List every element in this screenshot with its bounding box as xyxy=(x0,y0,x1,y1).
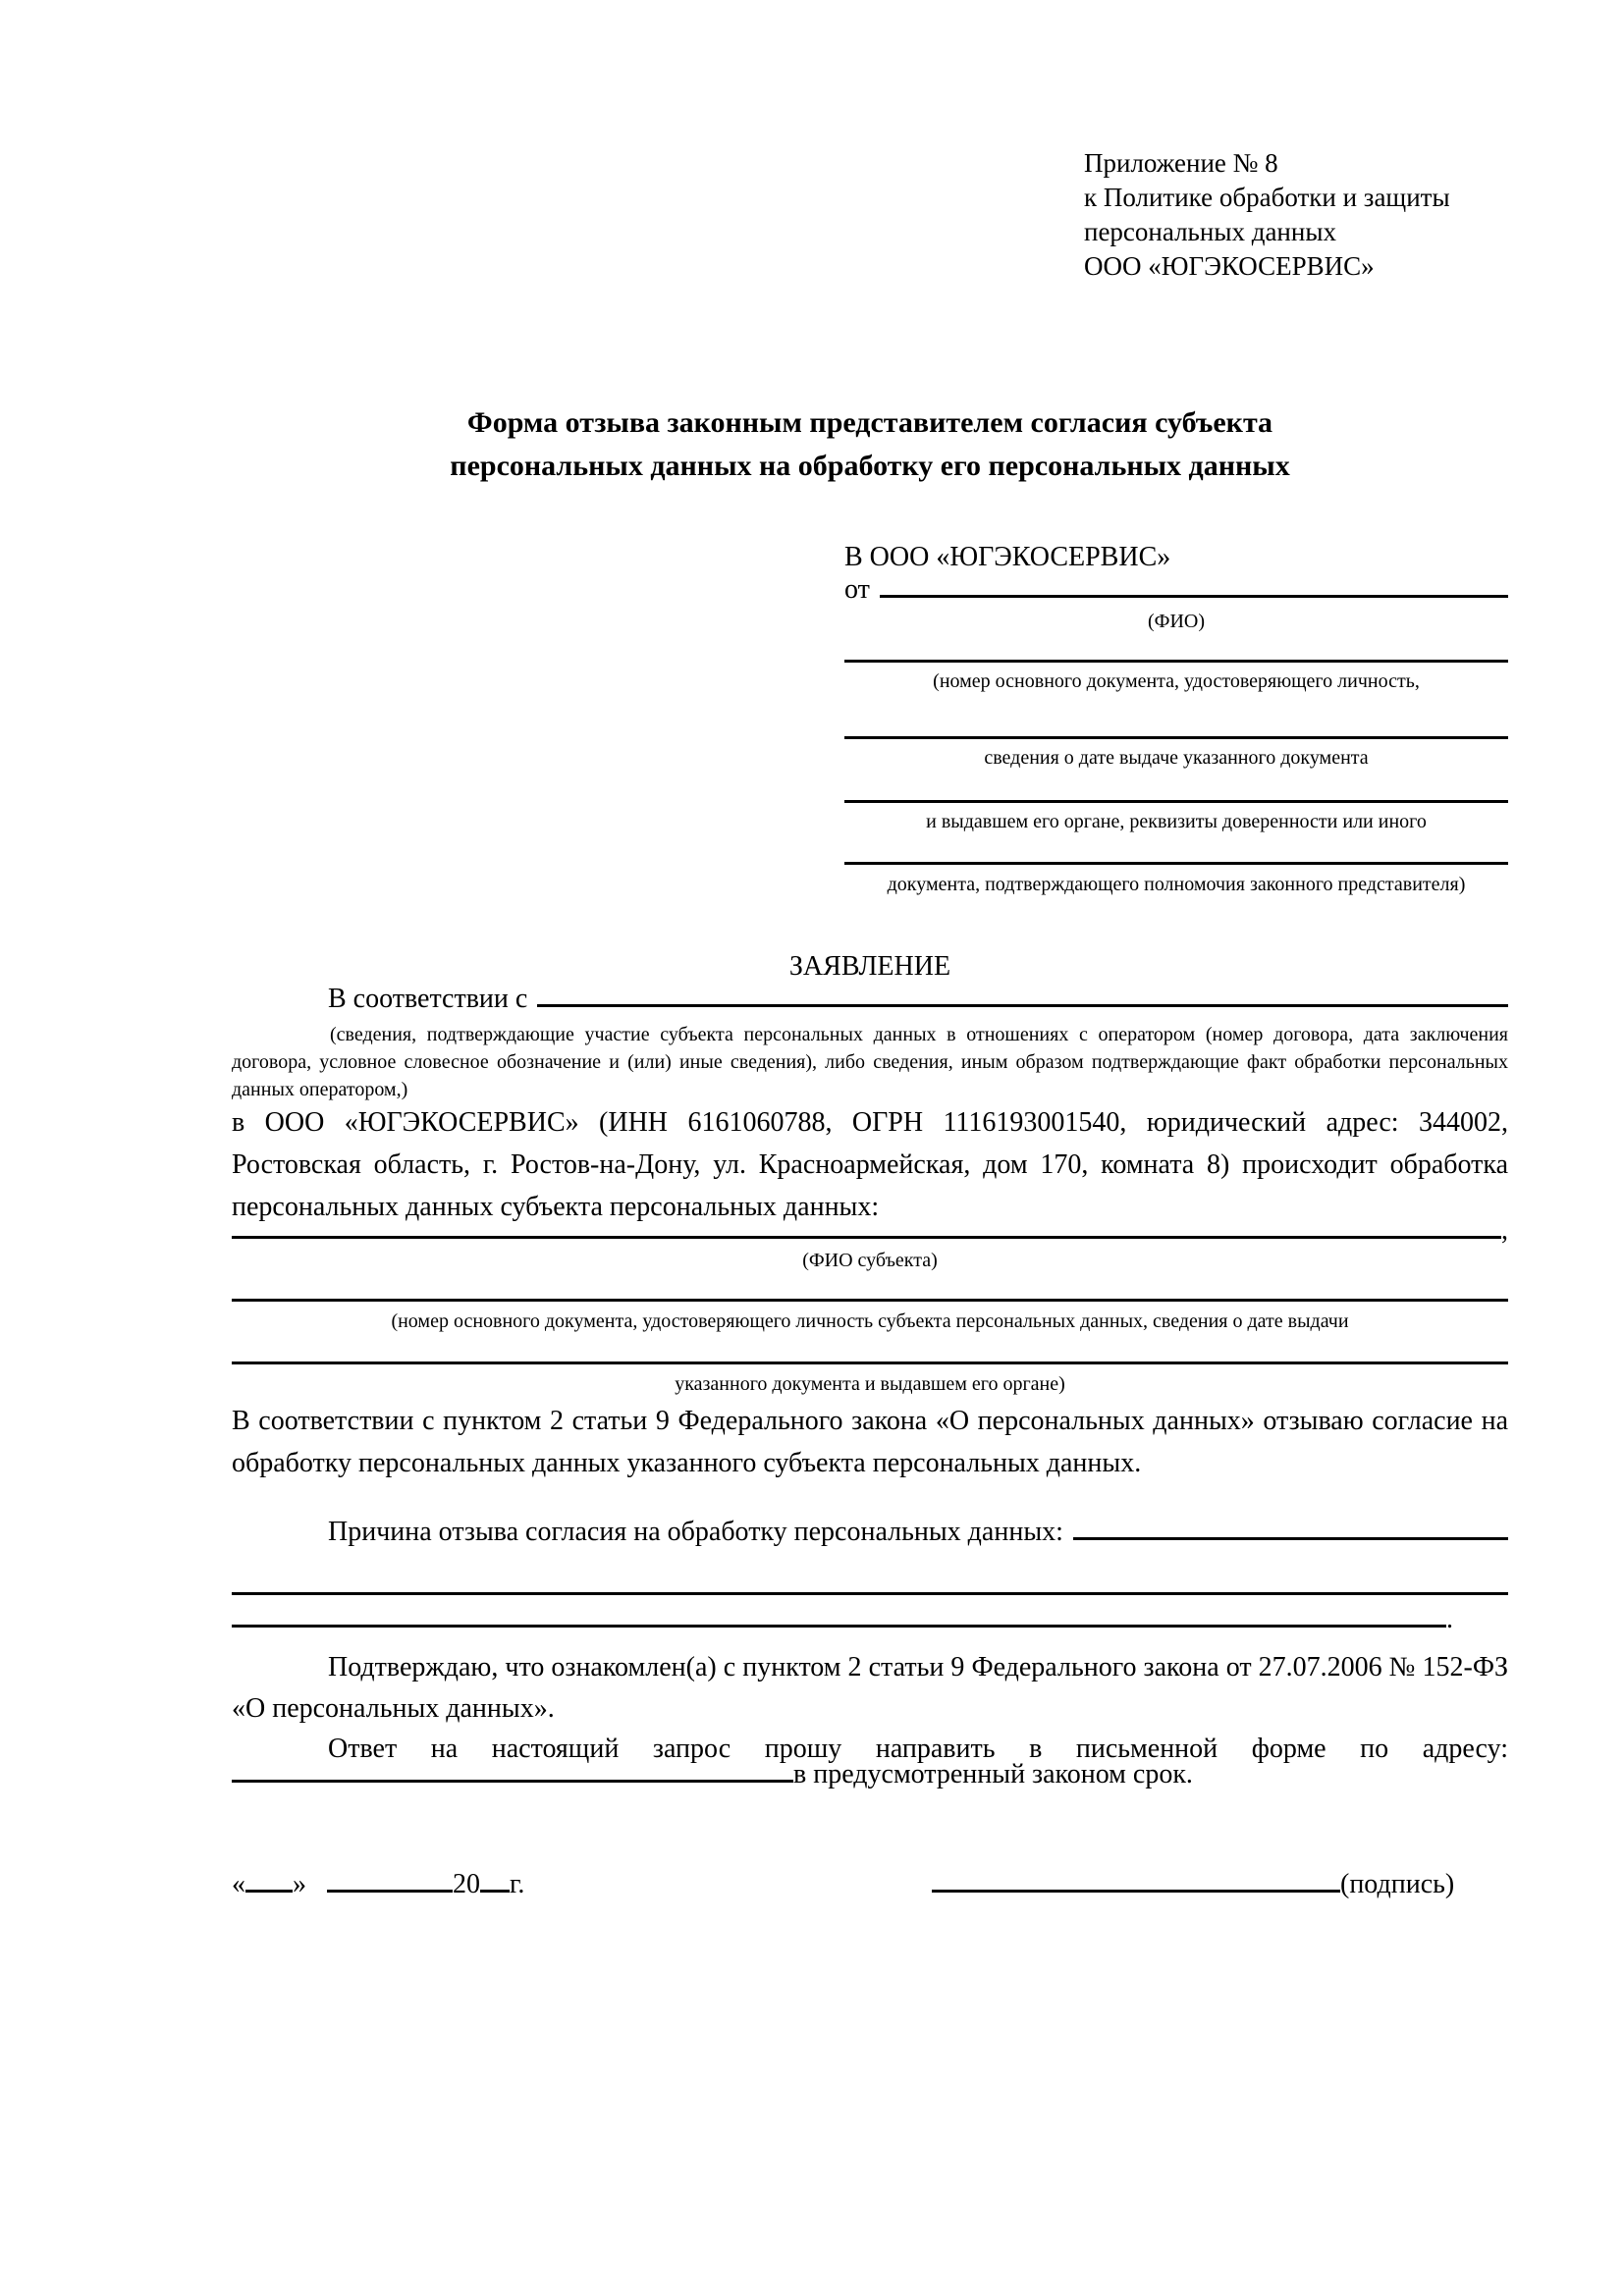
representative-doc-blank-4 xyxy=(844,840,1508,865)
reason-blank xyxy=(1073,1537,1508,1540)
appendix-header xyxy=(1084,146,1450,284)
caption-representative-doc-2: сведения о дате выдаче указанного документа xyxy=(984,747,1369,769)
reason-continuation-blank-2-line xyxy=(232,1625,1446,1628)
signature-blank xyxy=(932,1890,1340,1893)
date-year-suffix: г. xyxy=(510,1869,525,1899)
appendix-header-line-4: ООО «ЮГЭКОСЕРВИС» xyxy=(1084,251,1375,281)
document-title-line-2: персональных данных на обработку его персональных данных xyxy=(450,450,1290,482)
reason-line xyxy=(232,1517,1508,1547)
reason-continuation-blank-2 xyxy=(232,1604,1508,1634)
confirmation-paragraph: Подтверждаю, что ознакомлен(а) с пунктом 2 статьи 9 Федерального закона от 27.07.2006 № 152-ФЗ «О персональных данных». xyxy=(232,1652,1508,1724)
subject-name-comma: , xyxy=(1501,1215,1508,1246)
caption-representative-doc-1: (номер основного документа, удостоверяющего личность, xyxy=(933,670,1420,692)
reason-continuation-blank-1 xyxy=(232,1571,1508,1595)
from-label: от xyxy=(844,574,870,605)
caption-representative-doc-4: документа, подтверждающего полномочия законного представителя) xyxy=(887,874,1466,895)
intro-blank xyxy=(537,1004,1508,1007)
statement-heading: ЗАЯВЛЕНИЕ xyxy=(788,951,951,982)
reply-address-line: Ответ на настоящий запрос прошу направить в письменной форме по адресу: xyxy=(328,1734,1508,1764)
appendix-header-line-3: персональных данных xyxy=(1084,217,1336,246)
representative-doc-blank-1 xyxy=(844,638,1508,663)
reason-continuation-period: . xyxy=(1446,1604,1453,1634)
intro-caption: (сведения, подтверждающие участие субъекта персональных данных в отношениях с оператором (номер договора, дата заключения договора, условное словесное обозначение и (или) иные сведения), либо сведения, иным образом подтверждающие факт обработки персональных данных оператором,) xyxy=(232,1024,1508,1100)
document-title xyxy=(232,401,1508,488)
reason-label: Причина отзыва согласия на обработку персональных данных: xyxy=(328,1517,1063,1547)
caption-subject-fio: (ФИО субъекта) xyxy=(802,1250,938,1271)
intro-line xyxy=(232,984,1508,1013)
appendix-header-line-1: Приложение № 8 xyxy=(1084,148,1278,178)
caption-subject-doc-1: (номер основного документа, удостоверяющего личность субъекта персональных данных, сведения о дате выдачи xyxy=(391,1310,1349,1332)
date-year-prefix: 20 xyxy=(453,1869,480,1899)
date-quote-open: « xyxy=(232,1869,245,1899)
date-line xyxy=(232,1863,524,1905)
signature-caption: (подпись) xyxy=(1340,1869,1455,1899)
date-month-blank xyxy=(327,1890,453,1893)
reply-term-line xyxy=(232,1759,1508,1789)
reply-address-blank xyxy=(232,1780,793,1783)
subject-doc-blank-2 xyxy=(232,1340,1508,1364)
signature-line xyxy=(932,1863,1454,1905)
date-quote-close: » xyxy=(293,1869,306,1899)
from-line xyxy=(844,574,1508,603)
date-day-blank xyxy=(245,1890,293,1893)
subject-doc-blank-1 xyxy=(232,1277,1508,1302)
subject-name-blank xyxy=(232,1236,1501,1239)
withdrawal-paragraph: В соответствии с пунктом 2 статьи 9 Федерального закона «О персональных данных» отзываю согласие на обработку персональных данных указанного субъекта персональных данных. xyxy=(232,1406,1508,1478)
date-year-blank xyxy=(480,1890,510,1893)
caption-subject-doc-2: указанного документа и выдавшем его органе) xyxy=(675,1373,1065,1395)
reply-term-text: в предусмотренный законом срок. xyxy=(793,1759,1193,1789)
appendix-header-line-2: к Политике обработки и защиты xyxy=(1084,183,1450,212)
intro-label: В соответствии с xyxy=(328,984,528,1014)
addressee-org: В ООО «ЮГЭКОСЕРВИС» xyxy=(844,542,1171,572)
from-name-blank xyxy=(880,595,1508,598)
caption-representative-doc-3: и выдавшем его органе, реквизиты доверенности или иного xyxy=(926,811,1427,832)
representative-doc-blank-2 xyxy=(844,715,1508,739)
caption-fio: (ФИО) xyxy=(1147,611,1205,632)
document-title-line-1: Форма отзыва законным представителем согласия субъекта xyxy=(466,406,1273,439)
subject-name-line xyxy=(232,1215,1508,1246)
operator-paragraph: в ООО «ЮГЭКОСЕРВИС» (ИНН 6161060788, ОГРН 1116193001540, юридический адрес: 344002, Ростовская область, г. Ростов-на-Дону, ул. Красноармейская, дом 170, комната 8) происходит обработка персональных данных субъекта персональных данных: xyxy=(232,1107,1508,1222)
representative-doc-blank-3 xyxy=(844,778,1508,803)
